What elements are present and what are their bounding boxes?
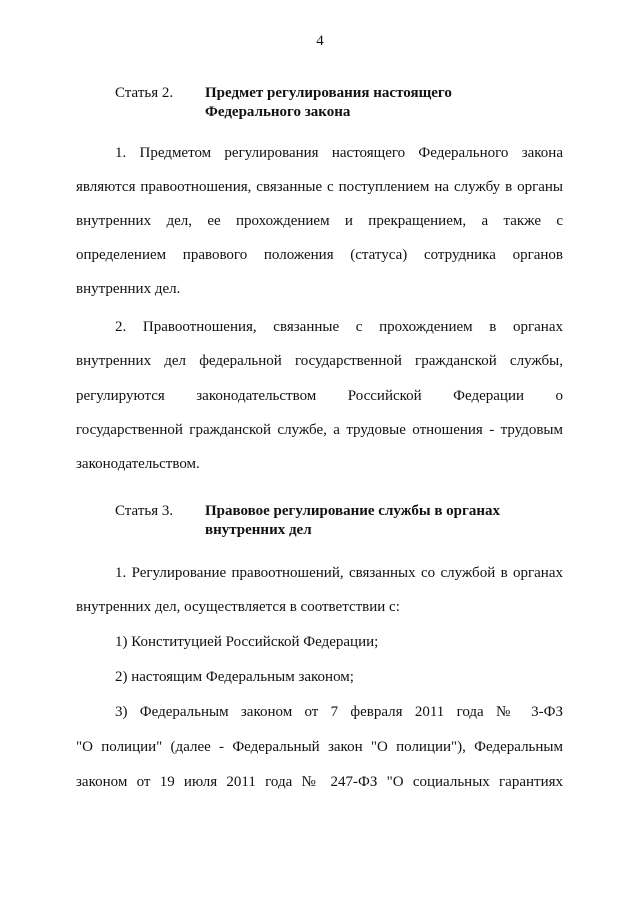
paragraph-line: 1. Предметом регулирования настоящего Федерального закона bbox=[115, 145, 563, 161]
list-item: 2) настоящим Федеральным законом; bbox=[115, 669, 354, 685]
paragraph-line: законом от 19 июля 2011 года № 247-ФЗ "О социальных гарантиях bbox=[76, 774, 563, 790]
paragraph-line: внутренних дел. bbox=[76, 281, 181, 297]
article-2-title bbox=[205, 84, 555, 122]
paragraph-line: являются правоотношения, связанные с поступлением на службу в органы bbox=[76, 179, 563, 195]
article-3-title-line-1: Правовое регулирование службы в органах bbox=[205, 503, 500, 519]
paragraph-line: 2. Правоотношения, связанные с прохождением в органах bbox=[115, 319, 563, 335]
paragraph-line: внутренних дел, ее прохождением и прекращением, а также с bbox=[76, 213, 563, 229]
article-2-title-line-1: Предмет регулирования настоящего bbox=[205, 85, 452, 101]
page-number: 4 bbox=[316, 33, 324, 49]
list-item: 3) Федеральным законом от 7 февраля 2011 года № 3-ФЗ bbox=[115, 704, 563, 720]
paragraph-line: государственной гражданской службе, а трудовые отношения - трудовым bbox=[76, 422, 563, 438]
paragraph-line: 1. Регулирование правоотношений, связанных со службой в органах bbox=[115, 565, 563, 581]
paragraph-line: законодательством. bbox=[76, 456, 200, 472]
paragraph-line: внутренних дел федеральной государственной гражданской службы, bbox=[76, 353, 563, 369]
article-3-label: Статья 3. bbox=[115, 503, 174, 519]
article-2-label: Статья 2. bbox=[115, 85, 174, 101]
paragraph-line: "О полиции" (далее - Федеральный закон "О полиции"), Федеральным bbox=[76, 739, 563, 755]
list-item: 1) Конституцией Российской Федерации; bbox=[115, 634, 379, 650]
article-2-title-line-2: Федерального закона bbox=[205, 104, 351, 120]
paragraph-line: определением правового положения (статуса) сотрудника органов bbox=[76, 247, 563, 263]
paragraph-line: регулируются законодательством Российской Федерации о bbox=[76, 388, 563, 404]
paragraph-line: внутренних дел, осуществляется в соответствии с: bbox=[76, 599, 400, 615]
article-3-title-line-2: внутренних дел bbox=[205, 522, 312, 538]
article-3-title bbox=[205, 502, 555, 540]
